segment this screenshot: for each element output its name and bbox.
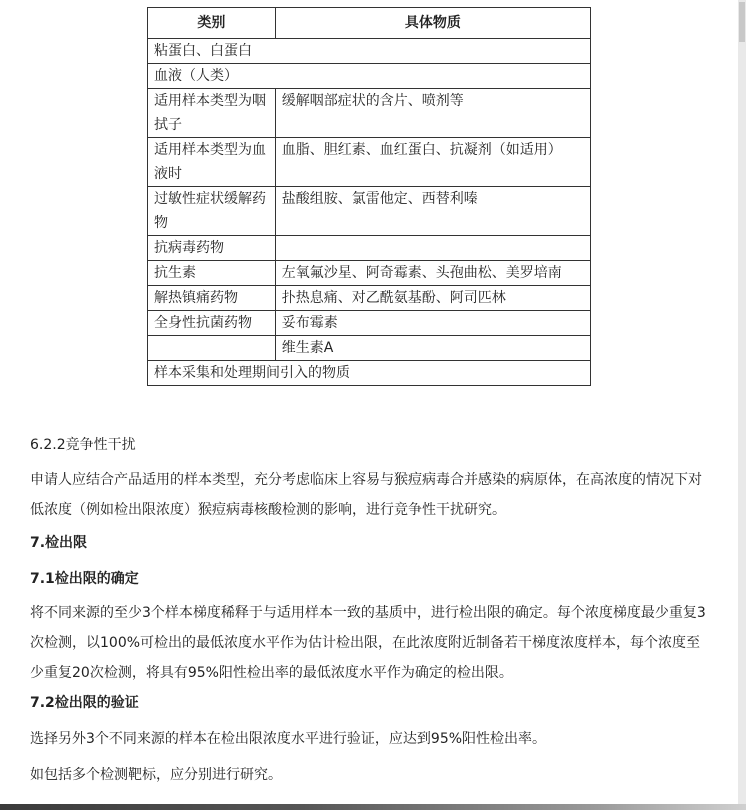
table-row bbox=[148, 361, 591, 386]
header-category: 类别 bbox=[148, 8, 276, 39]
table-cell-category: 解热镇痛药物 bbox=[148, 286, 276, 311]
table-row bbox=[148, 261, 591, 286]
header-substance: 具体物质 bbox=[275, 8, 590, 39]
table-row bbox=[148, 89, 591, 138]
section-72-heading: 7.2检出限的验证 bbox=[30, 695, 139, 711]
table-cell-category: 抗病毒药物 bbox=[148, 236, 276, 261]
table-cell-substance bbox=[275, 236, 590, 261]
table-row bbox=[148, 336, 591, 361]
interfering-substances-table bbox=[147, 7, 591, 386]
table-cell-substance: 缓解咽部症状的含片、喷剂等 bbox=[275, 89, 590, 138]
table-cell-category: 适用样本类型为血液时 bbox=[148, 138, 276, 187]
table-cell-substance: 盐酸组胺、氯雷他定、西替利嗪 bbox=[275, 187, 590, 236]
table-cell-category: 全身性抗菌药物 bbox=[148, 311, 276, 336]
section-71-paragraph: 将不同来源的至少3个样本梯度稀释于与适用样本一致的基质中，进行检出限的确定。每个浓度梯度最少重复3次检测，以100%可检出的最低浓度水平作为估计检出限，在此浓度附近制备若干梯度浓度样本，每个浓度至少重复20次检测，将具有95%阳性检出率的最低浓度水平作为确定的检出限。 bbox=[30, 605, 706, 681]
table-cell-merged: 粘蛋白、白蛋白 bbox=[148, 39, 591, 64]
table-cell-category bbox=[148, 336, 276, 361]
table-cell-substance: 左氧氟沙星、阿奇霉素、头孢曲松、美罗培南 bbox=[275, 261, 590, 286]
table-row bbox=[148, 187, 591, 236]
section-622-heading: 6.2.2竞争性干扰 bbox=[30, 437, 136, 453]
table-cell-merged: 样本采集和处理期间引入的物质 bbox=[148, 361, 591, 386]
table-cell-category: 适用样本类型为咽拭子 bbox=[148, 89, 276, 138]
table-cell-substance: 扑热息痛、对乙酰氨基酚、阿司匹林 bbox=[275, 286, 590, 311]
table-cell-substance: 维生素A bbox=[275, 336, 590, 361]
table-row bbox=[148, 311, 591, 336]
vertical-scrollbar[interactable] bbox=[738, 0, 746, 804]
table-cell-substance: 妥布霉素 bbox=[275, 311, 590, 336]
table-row bbox=[148, 138, 591, 187]
section-7-heading: 7.检出限 bbox=[30, 535, 88, 551]
table-body bbox=[148, 39, 591, 386]
table-cell-merged: 血液（人类） bbox=[148, 64, 591, 89]
table-cell-category: 抗生素 bbox=[148, 261, 276, 286]
section-72-paragraph: 选择另外3个不同来源的样本在检出限浓度水平进行验证，应达到95%阳性检出率。 bbox=[30, 731, 547, 747]
section-622-paragraph: 申请人应结合产品适用的样本类型，充分考虑临床上容易与猴痘病毒合并感染的病原体，在高浓度的情况下对低浓度（例如检出限浓度）猴痘病毒核酸检测的影响，进行竞争性干扰研究。 bbox=[30, 472, 702, 518]
section-71-heading: 7.1检出限的确定 bbox=[30, 571, 139, 587]
table-header-row bbox=[148, 8, 591, 39]
scrollbar-thumb[interactable] bbox=[739, 2, 745, 42]
table-row bbox=[148, 64, 591, 89]
table-row bbox=[148, 39, 591, 64]
table-cell-substance: 血脂、胆红素、血红蛋白、抗凝剂（如适用） bbox=[275, 138, 590, 187]
table-row bbox=[148, 286, 591, 311]
table-cell-category: 过敏性症状缓解药物 bbox=[148, 187, 276, 236]
section-72-note: 如包括多个检测靶标，应分别进行研究。 bbox=[30, 767, 282, 783]
bottom-edge-bar bbox=[0, 804, 746, 810]
table-row bbox=[148, 236, 591, 261]
